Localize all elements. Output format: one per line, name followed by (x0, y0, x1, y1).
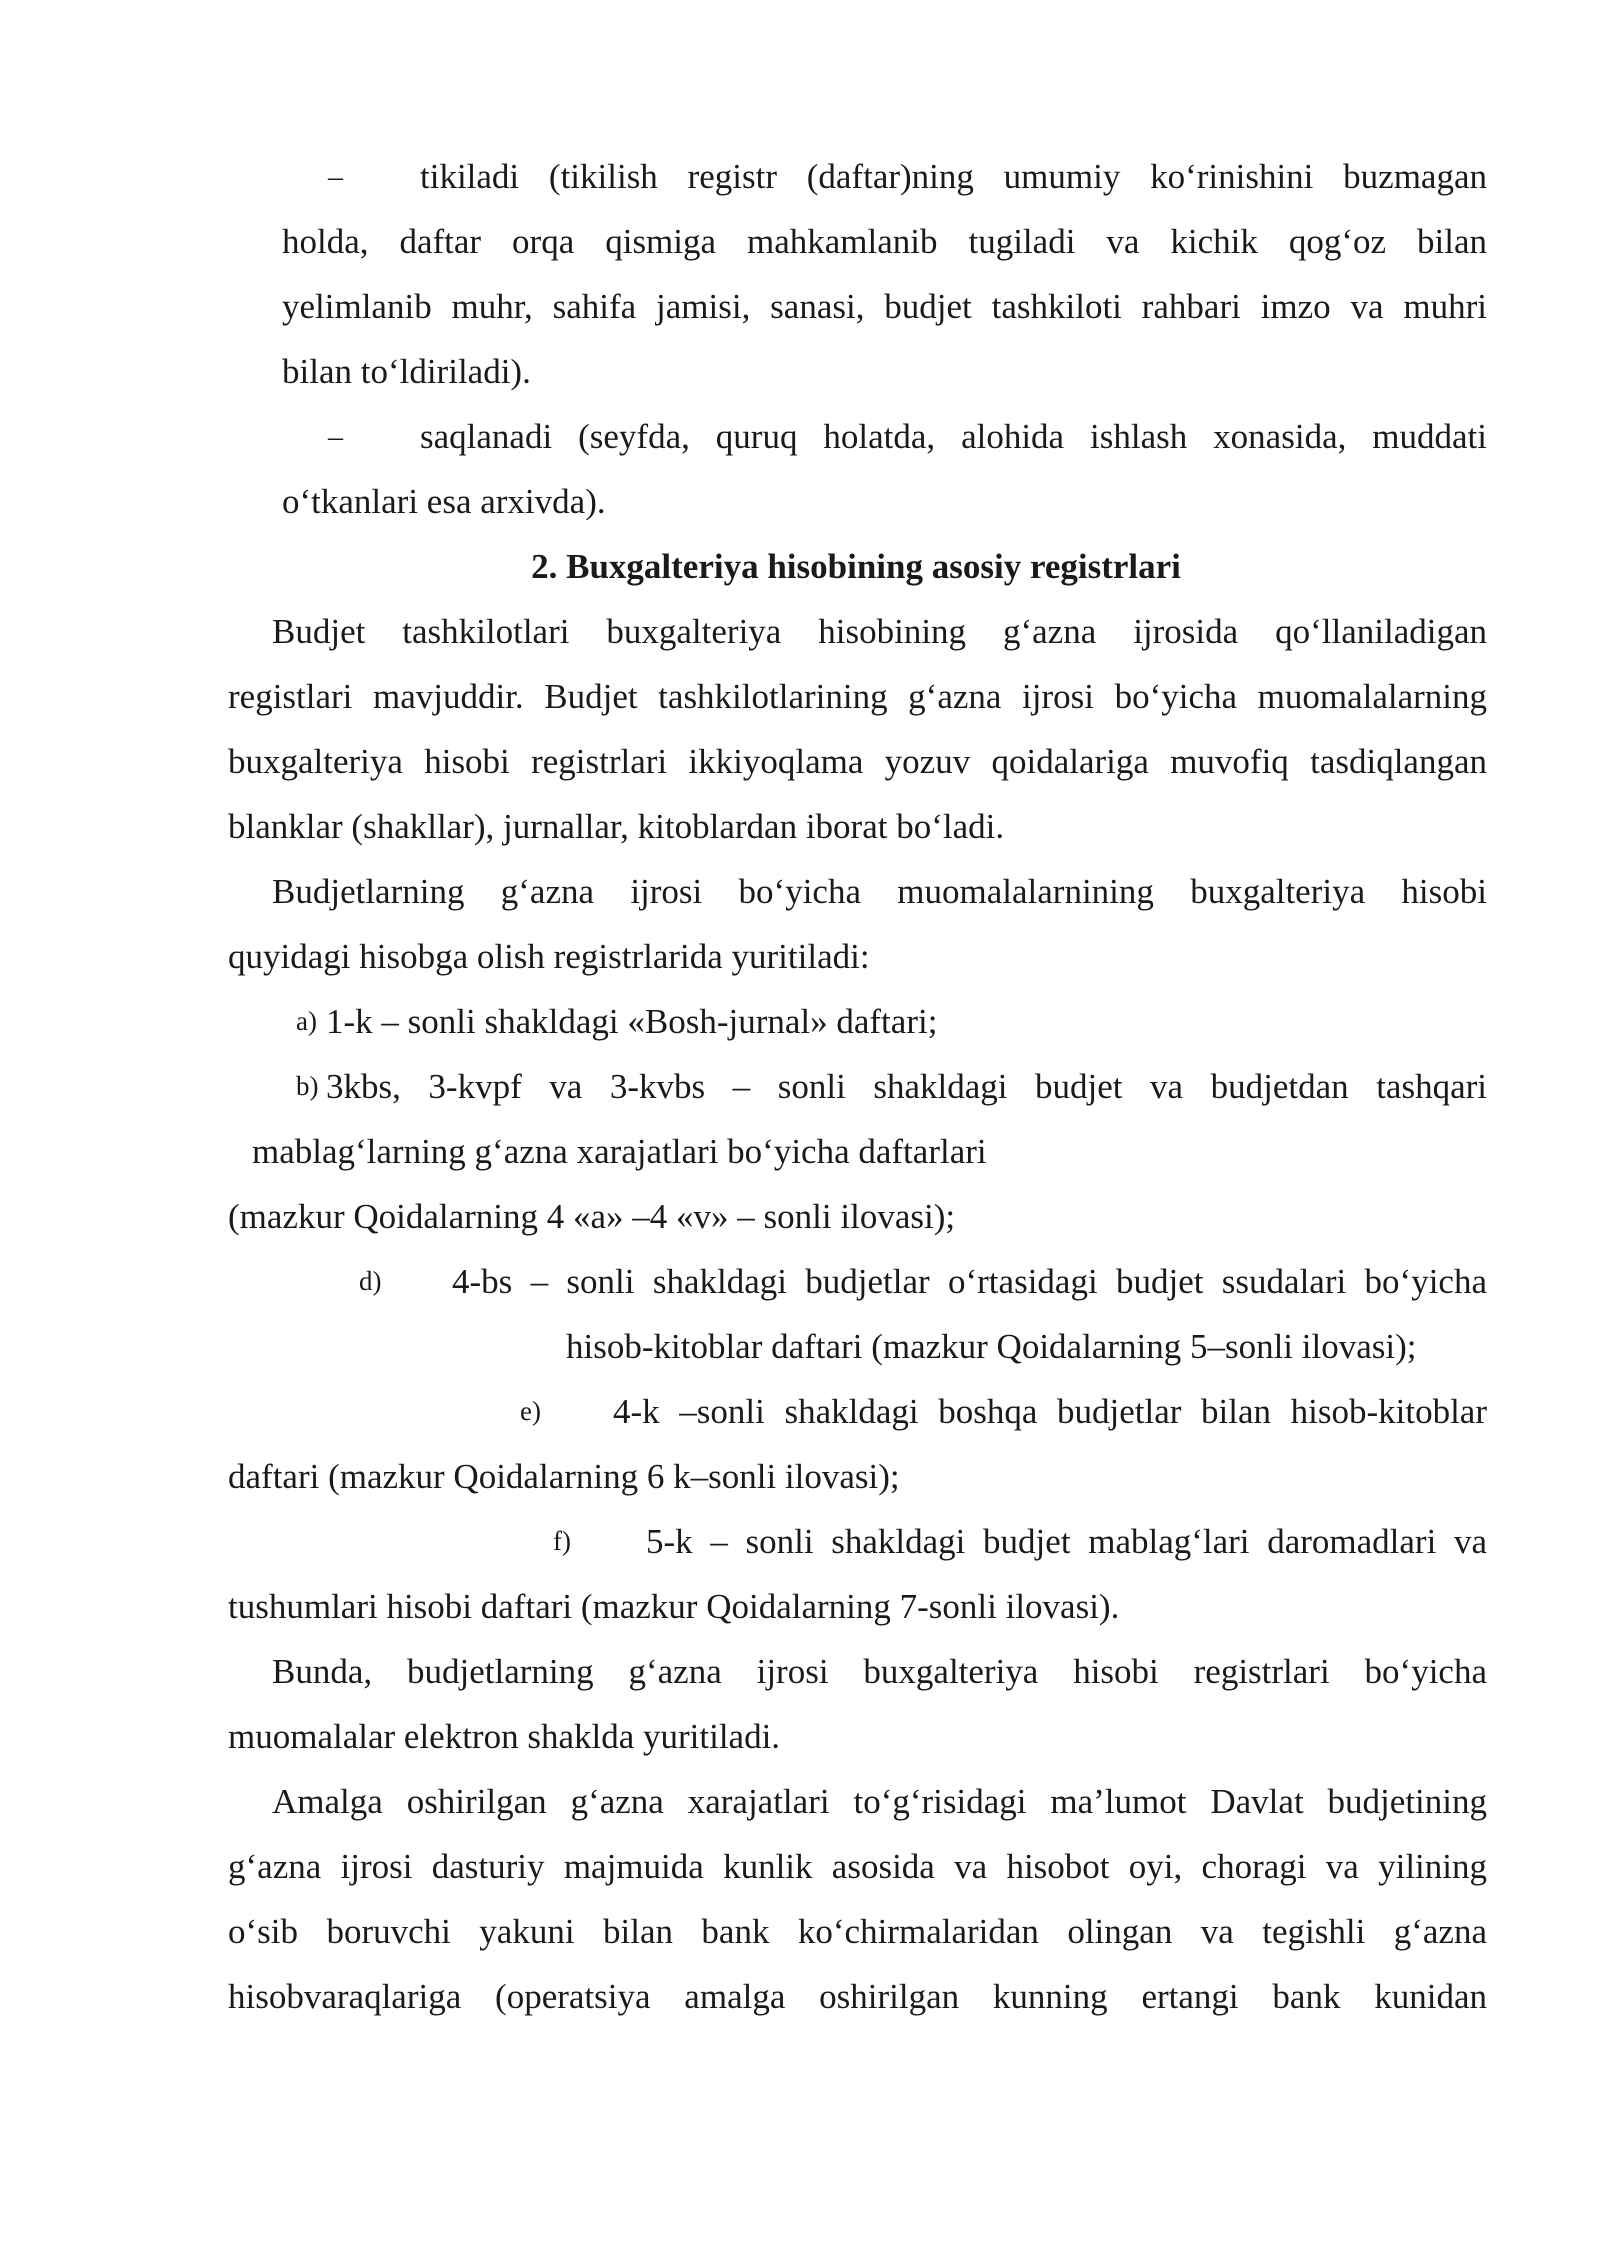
list-marker-a: a) (296, 1006, 317, 1036)
text-line: Bunda, budjetlarning g‘azna ijrosi buxgalteriya hisobi registrlari bo‘yicha (272, 1652, 1487, 1691)
text-line: tushumlari hisobi daftari (mazkur Qoidalarning 7-sonli ilovasi). (228, 1587, 1120, 1626)
list-item-d: 4-bs – sonli shakldagi budjetlar o‘rtasidagi budjet ssudalari bo‘yicha (452, 1262, 1487, 1301)
list-marker-e: e) (520, 1396, 541, 1426)
list-marker-d: d) (359, 1266, 382, 1296)
text-line: holda, daftar orqa qismiga mahkamlanib tugiladi va kichik qog‘oz bilan (282, 222, 1487, 261)
text-line: (mazkur Qoidalarning 4 «a» –4 «v» – sonli ilovasi); (228, 1197, 956, 1236)
text-line: daftari (mazkur Qoidalarning 6 k–sonli ilovasi); (228, 1457, 900, 1496)
text-line: mablag‘larning g‘azna xarajatlari bo‘yicha daftarlari (252, 1132, 987, 1171)
text-line: buxgalteriya hisobi registrlari ikkiyoqlama yozuv qoidalariga muvofiq tasdiqlangan (228, 742, 1487, 781)
list-item-a: 1-k – sonli shakldagi «Bosh-jurnal» daftari; (326, 1002, 938, 1041)
section-heading: 2. Buxgalteriya hisobining asosiy registrlari (531, 547, 1181, 586)
list-marker-b: b) (296, 1071, 319, 1101)
dash-bullet: – (328, 420, 343, 453)
text-line: hisobvaraqlariga (operatsiya amalga oshirilgan kunning ertangi bank kunidan (228, 1977, 1487, 2016)
text-line: bilan to‘ldiriladi). (282, 352, 531, 391)
text-line: hisob-kitoblar daftari (mazkur Qoidalarning 5–sonli ilovasi); (566, 1327, 1417, 1366)
text-line: Budjet tashkilotlari buxgalteriya hisobining g‘azna ijrosida qo‘llaniladigan (272, 612, 1487, 651)
text-line: registlari mavjuddir. Budjet tashkilotlarining g‘azna ijrosi bo‘yicha muomalalarning (228, 677, 1487, 716)
text-line: tikiladi (tikilish registr (daftar)ning umumiy ko‘rinishini buzmagan (420, 157, 1487, 196)
text-line: muomalalar elektron shaklda yuritiladi. (228, 1717, 781, 1756)
text-line: Budjetlarning g‘azna ijrosi bo‘yicha muomalalarnining buxgalteriya hisobi (272, 872, 1487, 911)
list-item-b: 3kbs, 3-kvpf va 3-kvbs – sonli shakldagi budjet va budjetdan tashqari (326, 1067, 1487, 1106)
text-line: o‘tkanlari esa arxivda). (282, 482, 606, 521)
list-item-f: 5-k – sonli shakldagi budjet mablag‘lari daromadlari va (646, 1522, 1487, 1561)
text-line: blanklar (shakllar), jurnallar, kitoblardan iborat bo‘ladi. (228, 807, 1005, 846)
text-line: yelimlanib muhr, sahifa jamisi, sanasi, budjet tashkiloti rahbari imzo va muhri (282, 287, 1487, 326)
text-line: o‘sib boruvchi yakuni bilan bank ko‘chirmalaridan olingan va tegishli g‘azna (228, 1912, 1487, 1951)
text-line: Amalga oshirilgan g‘azna xarajatlari to‘g‘risidagi ma’lumot Davlat budjetining (272, 1782, 1487, 1821)
text-line: g‘azna ijrosi dasturiy majmuida kunlik asosida va hisobot oyi, choragi va yilining (228, 1847, 1487, 1886)
list-item-e: 4-k –sonli shakldagi boshqa budjetlar bilan hisob-kitoblar (613, 1392, 1487, 1431)
text-line: quyidagi hisobga olish registrlarida yuritiladi: (228, 937, 870, 976)
dash-bullet: – (328, 160, 343, 193)
text-line: saqlanadi (seyfda, quruq holatda, alohida ishlash xonasida, muddati (420, 417, 1487, 456)
list-marker-f: f) (553, 1526, 571, 1556)
